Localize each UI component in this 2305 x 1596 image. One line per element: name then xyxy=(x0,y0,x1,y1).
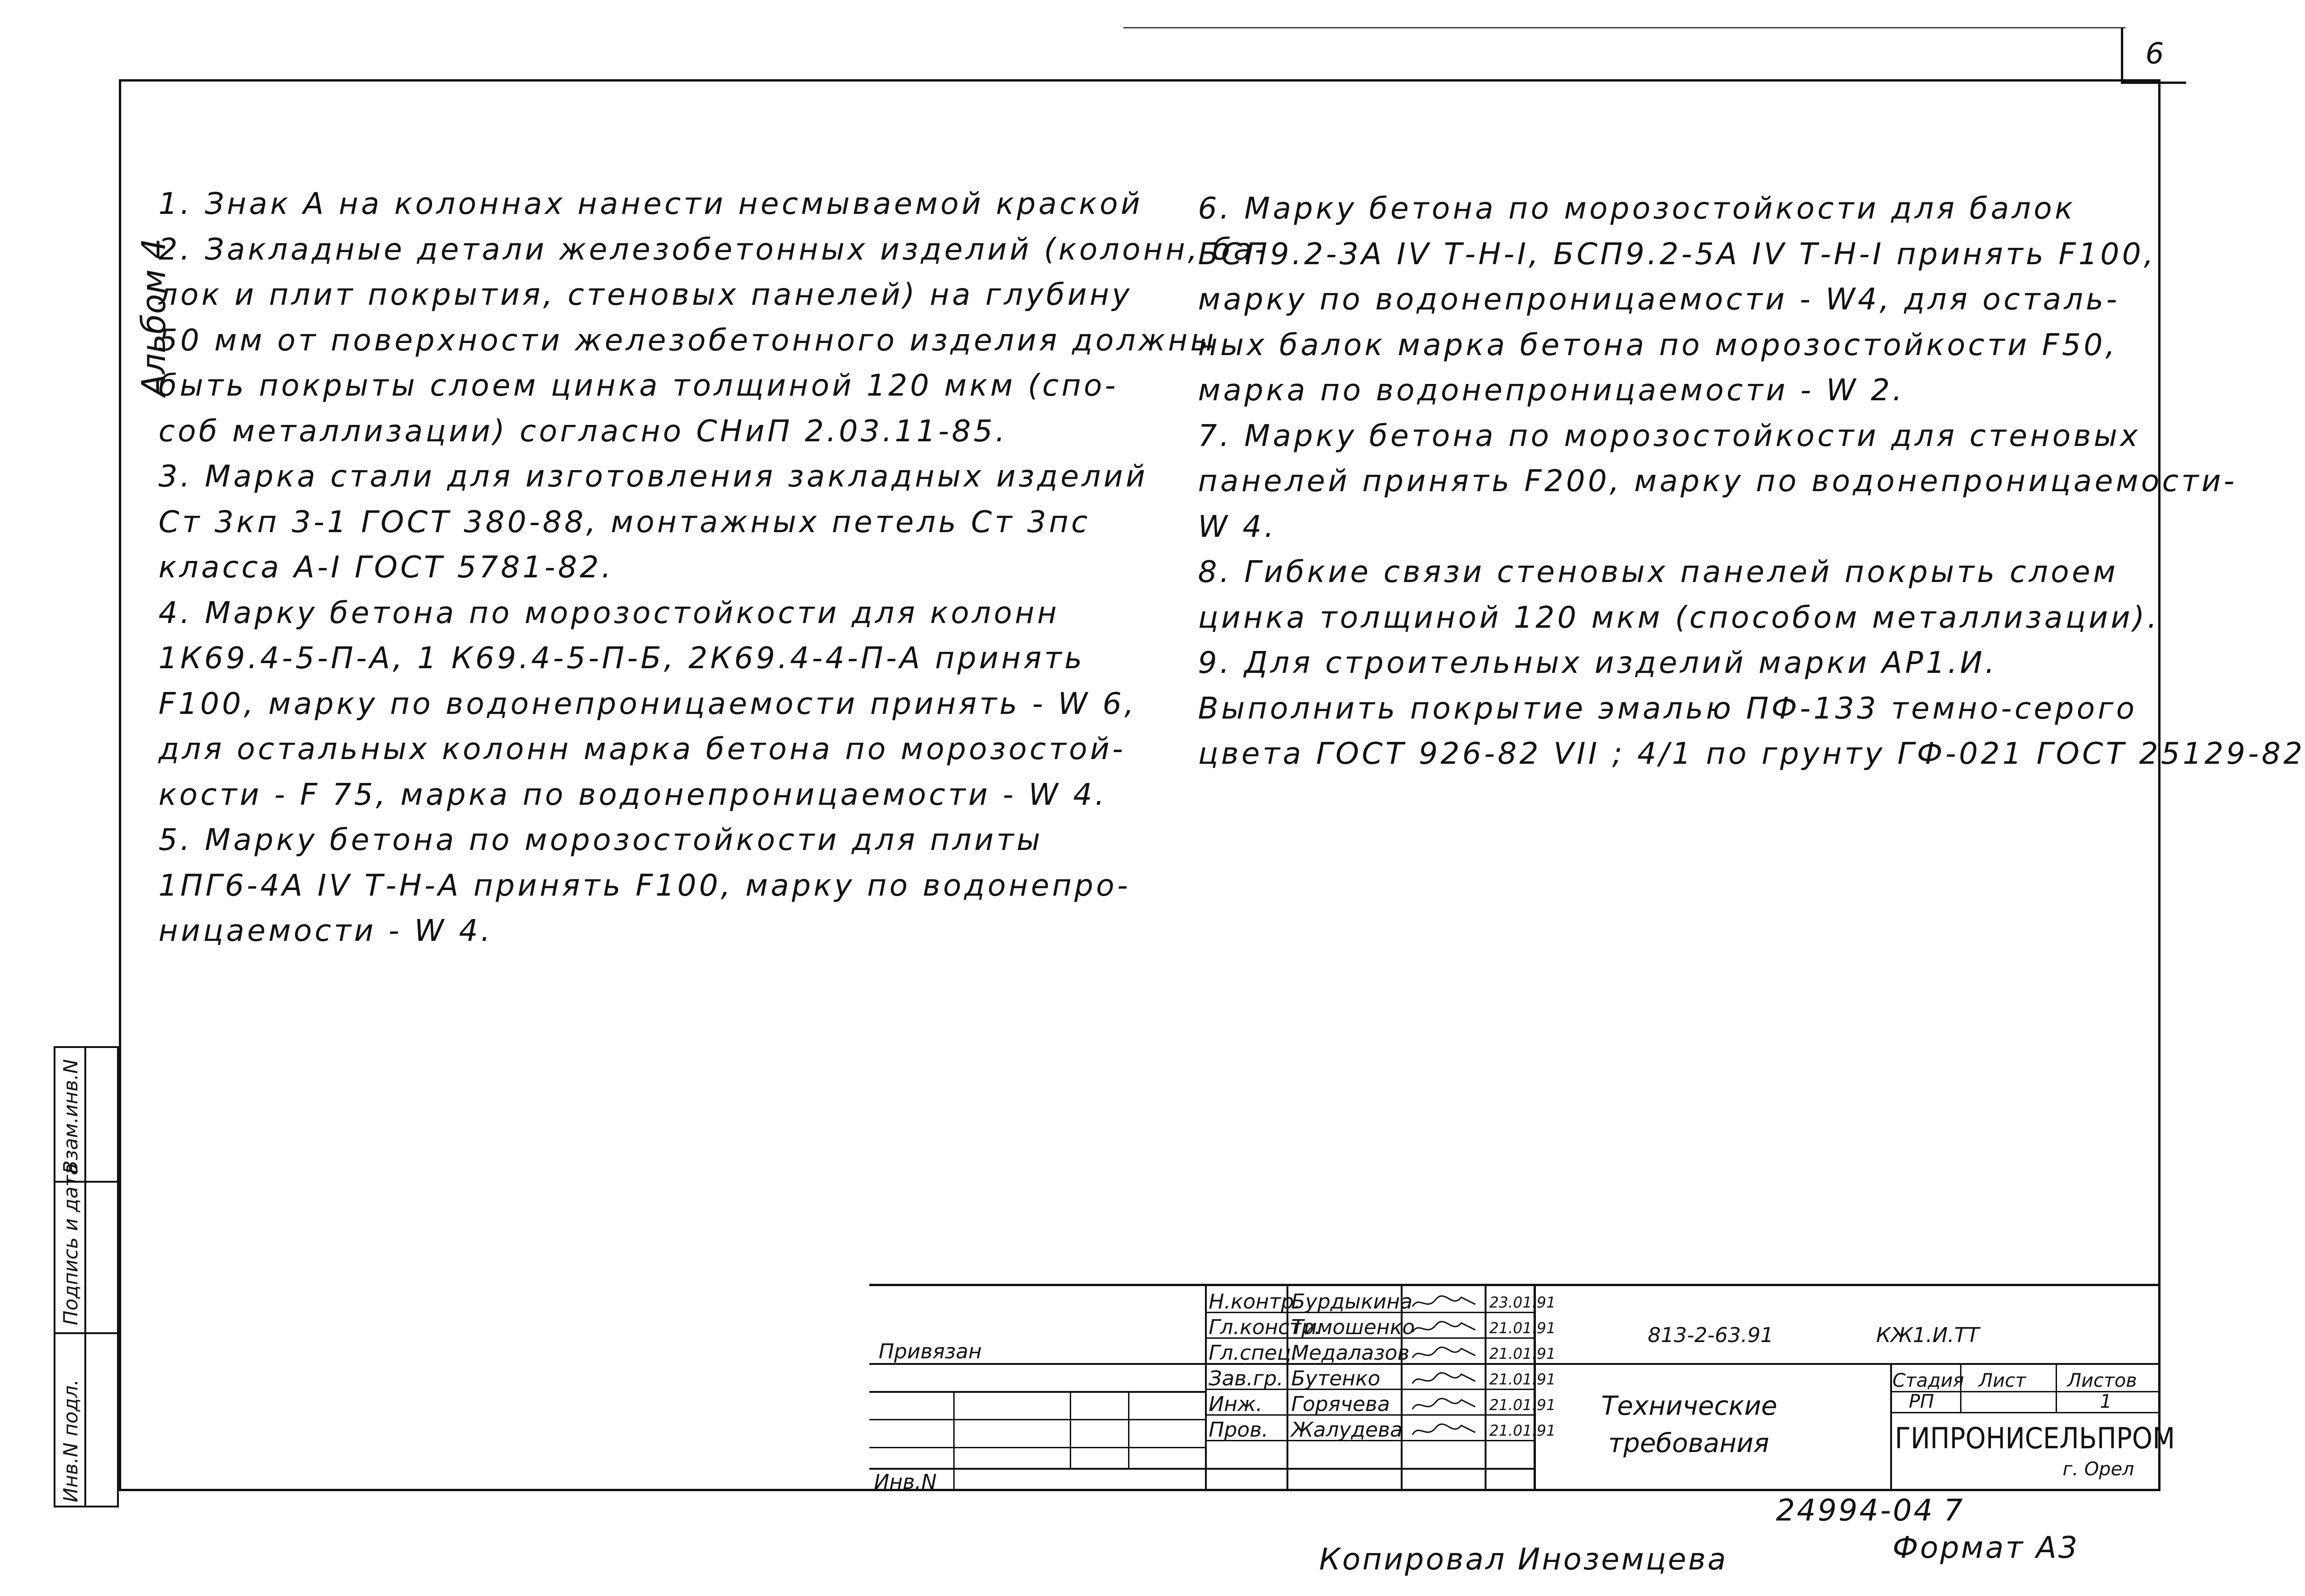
strip-row-divider xyxy=(55,1332,119,1334)
title-block xyxy=(869,1284,2175,1494)
note-line: 1ПГ6-4А IV Т-Н-А принять F100, марку по водонепро- xyxy=(158,868,1131,903)
note-line: марка по водонепроницаемости - W 2. xyxy=(1198,373,1905,408)
note-line: Ст 3кп 3-1 ГОСТ 380-88, монтажных петель Ст 3пс xyxy=(158,505,1091,540)
signature-role: Гл.констр. xyxy=(1209,1315,1321,1339)
sheets-value: 1 xyxy=(2100,1391,2112,1412)
signature-date: 21.01.91 xyxy=(1489,1370,1556,1388)
strip-divider xyxy=(84,1048,86,1506)
signature-name: Жалудева xyxy=(1291,1418,1403,1442)
archive-sheet: 7 xyxy=(1944,1493,1965,1528)
note-line: быть покрыты слоем цинка толщиной 120 мкм (спо- xyxy=(158,369,1119,403)
archive-number: 24994-04 xyxy=(1776,1493,1935,1528)
format-label: Формат А3 xyxy=(1892,1531,2079,1565)
note-line: F100, марку по водонепроницаемости принять - W 6, xyxy=(158,686,1137,721)
signature-role: Пров. xyxy=(1209,1418,1268,1442)
page-number: 6 xyxy=(2145,36,2164,70)
note-line: 1. Знак А на колоннах нанести несмываемой краской xyxy=(158,187,1143,221)
note-line: 1К69.4-5-П-А, 1 К69.4-5-П-Б, 2К69.4-4-П-А принять xyxy=(158,641,1085,676)
page-number-box xyxy=(2121,28,2186,84)
title-line-1: Технические xyxy=(1601,1391,1777,1421)
signature-role: Н.контр. xyxy=(1209,1290,1300,1314)
mark-code: КЖ1.И.ТТ xyxy=(1876,1323,1980,1347)
signature-date: 21.01.91 xyxy=(1489,1319,1556,1337)
note-line: панелей принять F200, марку по водонепроницаемости- xyxy=(1198,464,2237,499)
signature-date: 21.01.91 xyxy=(1489,1422,1556,1439)
signature-role: Инж. xyxy=(1209,1392,1263,1416)
note-line: ных балок марка бетона по морозостойкости F50, xyxy=(1198,328,2118,363)
note-line: марку по водонепроницаемости - W4, для осталь- xyxy=(1198,282,2120,317)
handwritten-signature xyxy=(1410,1370,1480,1395)
note-line: 5. Марку бетона по морозостойкости для плиты xyxy=(158,823,1043,857)
title-line-2: требования xyxy=(1608,1428,1769,1459)
signature-date: 21.01.91 xyxy=(1489,1396,1556,1414)
note-line: БСП9.2-3А IV Т-Н-I, БСП9.2-5А IV Т-Н-I принять F100, xyxy=(1198,237,2156,272)
note-line: соб металлизации) согласно СНиП 2.03.11-85. xyxy=(158,414,1008,449)
doc-code: 813-2-63.91 xyxy=(1648,1323,1774,1347)
note-line: кости - F 75, марка по водонепроницаемости - W 4. xyxy=(158,777,1108,812)
handwritten-signature xyxy=(1410,1395,1480,1421)
signature-name: Бурдыкина xyxy=(1291,1290,1413,1314)
signature-name: Горячева xyxy=(1291,1392,1390,1416)
stage-header: Стадия xyxy=(1892,1370,1964,1391)
signature-name: Медалазов xyxy=(1291,1341,1410,1365)
note-line: цвета ГОСТ 926-82 VII ; 4/1 по грунту ГФ-021 ГОСТ 25129-82 xyxy=(1198,737,2305,771)
strip-label-inv-podl: Инв.N подл. xyxy=(59,1379,82,1502)
note-line: 2. Закладные детали железобетонных изделий (колонн, ба- xyxy=(158,232,1268,267)
top-rule xyxy=(1123,27,2126,28)
signature-role: Гл.спец. xyxy=(1209,1341,1298,1365)
note-line: цинка толщиной 120 мкм (способом металлизации). xyxy=(1198,600,2160,635)
note-line: 50 мм от поверхности железобетонного изделия должны xyxy=(158,323,1217,358)
handwritten-signature xyxy=(1410,1344,1480,1370)
handwritten-signature xyxy=(1410,1293,1480,1318)
note-line: Выполнить покрытие эмалью ПФ-133 темно-серого xyxy=(1198,691,2137,726)
note-line: класса А-I ГОСТ 5781-82. xyxy=(158,550,614,585)
copied-by: Копировал Иноземцева xyxy=(1319,1542,1728,1577)
handwritten-signature xyxy=(1410,1318,1480,1344)
approval-strip xyxy=(54,1046,119,1507)
note-line: W 4. xyxy=(1198,509,1277,544)
signature-date: 23.01.91 xyxy=(1489,1294,1556,1311)
stage-value: РП xyxy=(1909,1391,1934,1412)
note-line: для остальных колонн марка бетона по морозостой- xyxy=(158,732,1126,767)
strip-label-podpis: Подпись и дата xyxy=(59,1163,82,1325)
album-label: Альбом 4 xyxy=(135,238,173,397)
signature-role: Зав.гр. xyxy=(1209,1367,1284,1391)
signature-date: 21.01.91 xyxy=(1489,1345,1556,1363)
sheet-header: Лист xyxy=(1979,1370,2026,1391)
signature-name: Тимошенко xyxy=(1291,1315,1415,1339)
privyazan-label: Привязан xyxy=(879,1340,982,1363)
notes-right-column xyxy=(1198,186,2305,777)
notes-left-column xyxy=(158,182,1268,954)
strip-label-vzam: Взам.инв.N xyxy=(59,1059,82,1174)
note-line: 9. Для строительных изделий марки АР1.И. xyxy=(1198,646,1997,680)
note-line: 6. Марку бетона по морозостойкости для балок xyxy=(1198,192,2076,226)
org-name: ГИПРОНИСЕЛЬПРОМ xyxy=(1895,1421,2175,1455)
inv-no-label: Инв.N xyxy=(874,1470,937,1494)
note-line: 7. Марку бетона по морозостойкости для стеновых xyxy=(1198,418,2141,453)
note-line: ницаемости - W 4. xyxy=(158,914,493,948)
handwritten-signature xyxy=(1410,1421,1480,1446)
note-line: 3. Марка стали для изготовления закладных изделий xyxy=(158,459,1148,494)
note-line: 8. Гибкие связи стеновых панелей покрыть слоем xyxy=(1198,555,2119,589)
signature-name: Бутенко xyxy=(1291,1367,1381,1391)
org-city: г. Орел xyxy=(2063,1459,2134,1480)
note-line: 4. Марку бетона по морозостойкости для колонн xyxy=(158,596,1060,630)
sheets-header: Листов xyxy=(2067,1370,2137,1391)
note-line: лок и плит покрытия, стеновых панелей) на глубину xyxy=(158,278,1133,312)
